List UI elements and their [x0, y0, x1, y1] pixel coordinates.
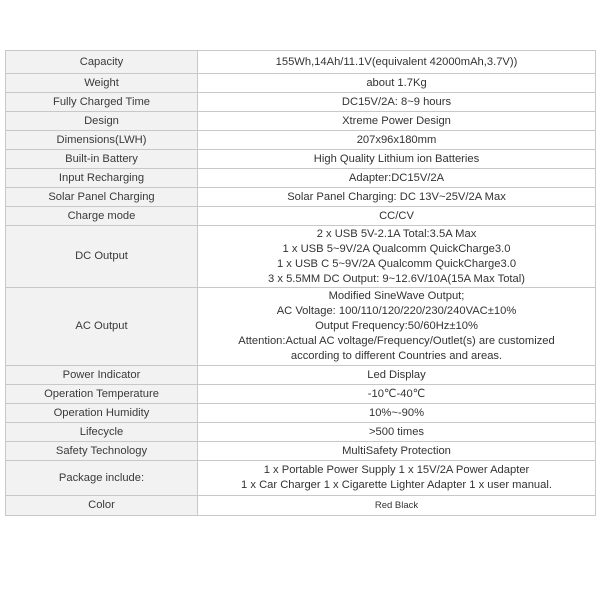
spec-label: Weight — [6, 74, 198, 93]
spec-label: Safety Technology — [6, 442, 198, 461]
spec-row-power-indicator — [6, 366, 596, 385]
spec-value-line: Modified SineWave Output; — [328, 290, 465, 302]
spec-row-ac-output — [6, 288, 596, 366]
spec-value-line: 2 x USB 5V-2.1A Total:3.5A Max — [316, 227, 477, 240]
spec-value — [198, 93, 596, 112]
spec-row-color — [6, 496, 596, 516]
spec-value-line: according to different Countries and areas. — [290, 350, 503, 362]
spec-row-safety-technology — [6, 442, 596, 461]
spec-row-operation-temperature — [6, 385, 596, 404]
spec-value-line: Adapter:DC15V/2A — [348, 171, 445, 184]
spec-label: Lifecycle — [6, 423, 198, 442]
spec-value-line: 1 x USB C 5~9V/2A Qualcomm QuickCharge3.0 — [276, 257, 517, 270]
spec-value — [198, 150, 596, 169]
spec-value — [198, 442, 596, 461]
spec-label: Input Recharging — [6, 169, 198, 188]
spec-row-built-in-battery — [6, 150, 596, 169]
spec-value-line: Red Black — [374, 500, 419, 511]
spec-value — [198, 461, 596, 496]
spec-value-line: DC15V/2A: 8~9 hours — [341, 95, 452, 108]
spec-label: Solar Panel Charging — [6, 188, 198, 207]
spec-value-line: 207x96x180mm — [356, 133, 437, 146]
spec-label: Design — [6, 112, 198, 131]
spec-row-fully-charged-time — [6, 93, 596, 112]
spec-value-line: 3 x 5.5MM DC Output: 9~12.6V/10A(15A Max Total) — [268, 272, 525, 285]
spec-value — [198, 169, 596, 188]
spec-value — [198, 423, 596, 442]
spec-row-dc-output — [6, 226, 596, 288]
spec-value-line: Output Frequency:50/60Hz±10% — [315, 320, 478, 332]
spec-label: Charge mode — [6, 207, 198, 226]
spec-value — [198, 74, 596, 93]
spec-value-line: 10%~-90% — [368, 406, 425, 419]
spec-label: Dimensions(LWH) — [6, 131, 198, 150]
spec-row-weight — [6, 74, 596, 93]
spec-value — [198, 51, 596, 74]
spec-value — [198, 112, 596, 131]
spec-label: DC Output — [6, 226, 198, 288]
spec-row-solar-panel-charging — [6, 188, 596, 207]
spec-value-line: MultiSafety Protection — [342, 444, 451, 457]
spec-value-line: Attention:Actual AC voltage/Frequency/Outlet(s) are customized — [238, 335, 555, 347]
spec-value — [198, 366, 596, 385]
spec-value — [198, 496, 596, 516]
spec-value-line: 1 x Portable Power Supply 1 x 15V/2A Power Adapter — [263, 464, 530, 476]
spec-row-lifecycle — [6, 423, 596, 442]
spec-label: Power Indicator — [6, 366, 198, 385]
spec-value-line: AC Voltage: 100/110/120/220/230/240VAC±10% — [276, 305, 517, 317]
spec-value — [198, 385, 596, 404]
spec-value-line: 1 x USB 5~9V/2A Qualcomm QuickCharge3.0 — [282, 242, 511, 255]
spec-row-capacity — [6, 51, 596, 74]
spec-value-line: Xtreme Power Design — [342, 114, 451, 127]
spec-value-line: 155Wh,14Ah/11.1V(equivalent 42000mAh,3.7V)) — [275, 55, 518, 68]
spec-label: AC Output — [6, 288, 198, 366]
spec-value-line: 1 x Car Charger 1 x Cigarette Lighter Adapter 1 x user manual. — [241, 479, 552, 491]
specifications-table — [5, 50, 596, 516]
spec-label: Built-in Battery — [6, 150, 198, 169]
spec-row-operation-humidity — [6, 404, 596, 423]
spec-value — [198, 288, 596, 366]
spec-row-dimensions — [6, 131, 596, 150]
spec-label: Operation Temperature — [6, 385, 198, 404]
spec-label: Fully Charged Time — [6, 93, 198, 112]
spec-label: Capacity — [6, 51, 198, 74]
spec-row-charge-mode — [6, 207, 596, 226]
spec-value-line: CC/CV — [379, 209, 414, 222]
spec-value — [198, 226, 596, 288]
spec-label: Color — [6, 496, 198, 516]
spec-row-design — [6, 112, 596, 131]
spec-value-line: about 1.7Kg — [366, 76, 427, 89]
spec-row-input-recharging — [6, 169, 596, 188]
spec-value-line: High Quality Lithium ion Batteries — [313, 152, 480, 165]
spec-value-line: -10℃-40℃ — [367, 387, 426, 400]
spec-label: Package include: — [6, 461, 198, 496]
spec-value — [198, 131, 596, 150]
spec-value-line: Solar Panel Charging: DC 13V~25V/2A Max — [287, 190, 506, 203]
spec-value — [198, 404, 596, 423]
spec-label: Operation Humidity — [6, 404, 198, 423]
spec-value — [198, 188, 596, 207]
spec-value-line: Led Display — [367, 368, 426, 381]
spec-row-package-include — [6, 461, 596, 496]
spec-value — [198, 207, 596, 226]
spec-value-line: >500 times — [368, 425, 425, 438]
